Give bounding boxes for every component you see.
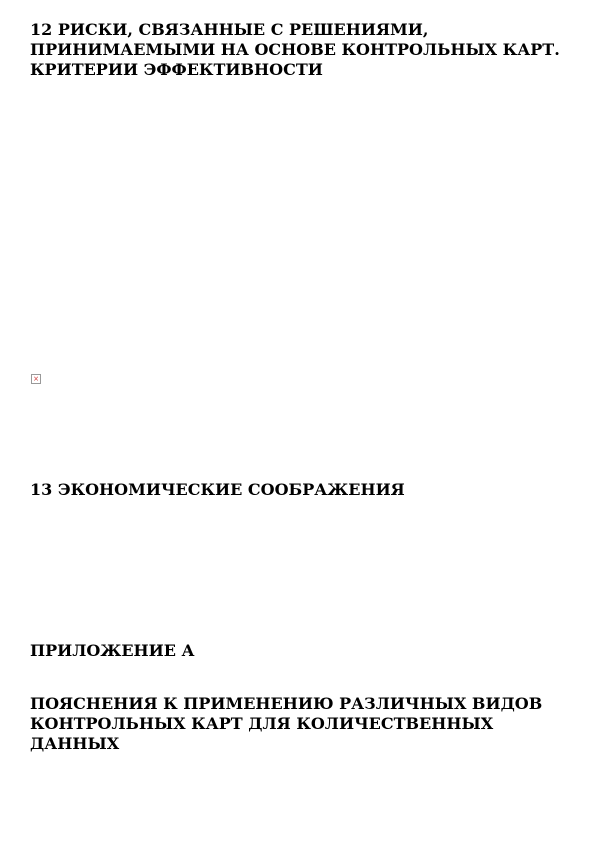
- section-12-title: 12 РИСКИ, СВЯЗАННЫЕ С РЕШЕНИЯМИ, ПРИНИМАЕМЫМИ НА ОСНОВЕ КОНТРОЛЬНЫХ КАРТ. КРИТЕРИИ ЭФФЕКТИВНОСТИ: [30, 20, 560, 79]
- section-13-title: 13 ЭКОНОМИЧЕСКИЕ СООБРАЖЕНИЯ: [30, 480, 405, 499]
- appendix-a-subtitle: ПОЯСНЕНИЯ К ПРИМЕНЕНИЮ РАЗЛИЧНЫХ ВИДОВ КОНТРОЛЬНЫХ КАРТ ДЛЯ КОЛИЧЕСТВЕННЫХ ДАННЫХ: [30, 694, 543, 753]
- broken-image-icon: ×: [31, 374, 41, 384]
- appendix-a-title: ПРИЛОЖЕНИЕ А: [30, 641, 195, 660]
